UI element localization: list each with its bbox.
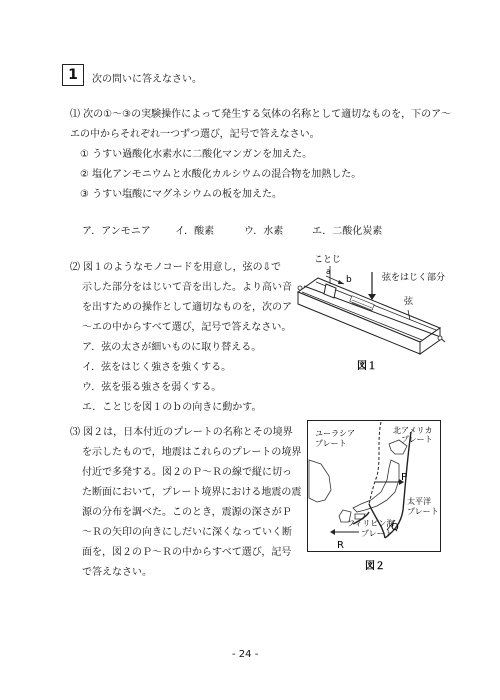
- label-Q: Q: [391, 522, 399, 533]
- question-number-box: [62, 64, 84, 86]
- q3-line-6: ～Ｒの矢印の向きにしだいに深くなっていく断: [82, 527, 292, 538]
- q1-line-2: エの中からそれぞれ一つずつ選び，記号で答えなさい。: [70, 129, 320, 140]
- label-na-2: プレート: [401, 435, 433, 444]
- q2-option-u: ウ．弦を張る強さを弱くする。: [82, 382, 222, 393]
- q1-option-e: エ．二酸化炭素: [312, 226, 383, 237]
- q3-line-3: 付近で多発する。図２のＰ～Ｒの線で縦に切っ: [82, 467, 292, 478]
- q2-line-1: ⑵ 図１のようなモノコードを用意し，弦の⇩で: [70, 262, 281, 273]
- q3-line-7: 面を，図２のＰ～Ｒの中からすべて選び，記号: [82, 547, 292, 558]
- label-eurasia-2: プレート: [315, 439, 347, 448]
- label-kotoji: ことじ: [314, 255, 342, 265]
- label-R: R: [337, 540, 344, 551]
- q1-item-1: ① うすい過酸化水素水に二酸化マンガンを加えた。: [80, 149, 313, 160]
- label-pacific-2: プレート: [407, 507, 439, 516]
- figure-1-caption: 図１: [357, 361, 377, 372]
- q3-line-2: を示したもので，地震はこれらのプレートの境界: [82, 447, 302, 458]
- q2-line-3: を出すための操作として適切なものを，次のア: [82, 302, 292, 313]
- label-string: 弦: [404, 297, 414, 307]
- q3-line-5: 源の分布を調べた。このとき，震源の深さがＰ: [82, 507, 292, 518]
- q2-line-4: ～エの中からすべて選び，記号で答えなさい。: [82, 322, 292, 333]
- figure-2-plate-map: [307, 420, 441, 552]
- q2-option-i: イ．弦をはじく強さを強くする。: [82, 362, 232, 373]
- q1-option-a: ア．アンモニア: [82, 226, 151, 237]
- q1-item-2: ② 塩化アンモニウムと水酸化カルシウムの混合物を加熱した。: [80, 169, 362, 180]
- label-pacific-1: 太平洋: [407, 497, 431, 506]
- label-eurasia-1: ユーラシア: [315, 429, 355, 438]
- label-pluck: 弦をはじく部分: [382, 273, 446, 283]
- q1-item-3: ③ うすい塩酸にマグネシウムの板を加えた。: [80, 189, 282, 200]
- q3-line-1: ⑶ 図２は，日本付近のプレートの名称とその境界: [70, 427, 293, 438]
- label-na-1: 北アメリカ: [393, 426, 433, 435]
- q1-option-u: ウ．水素: [244, 226, 284, 237]
- figure-2-caption: 図２: [365, 561, 385, 572]
- q2-option-a: ア．弦の太さが細いものに取り替える。: [82, 342, 262, 353]
- q1-option-i: イ．酸素: [175, 226, 215, 237]
- intro-text: 次の問いに答えなさい。: [92, 74, 202, 85]
- q2-line-2: 示した部分をはじいて音を出した。より高い音: [82, 282, 292, 293]
- label-P: P: [401, 472, 408, 483]
- question-number: 1: [68, 67, 78, 83]
- label-b: b: [346, 275, 352, 285]
- q3-line-8: で答えなさい。: [82, 567, 152, 578]
- label-ph-2: プレート: [361, 529, 393, 538]
- q2-option-e: エ．ことじを図１のｂの向きに動かす。: [82, 402, 262, 413]
- page-number: - 24 -: [232, 649, 259, 660]
- label-a: a: [326, 267, 331, 276]
- q1-line-1: ⑴ 次の①～③の実験操作によって発生する気体の名称として適切なものを，下のア～: [70, 109, 452, 120]
- label-ph-1: フィリピン海: [347, 519, 395, 528]
- q3-line-4: た断面において，プレート境界における地震の震: [82, 487, 302, 498]
